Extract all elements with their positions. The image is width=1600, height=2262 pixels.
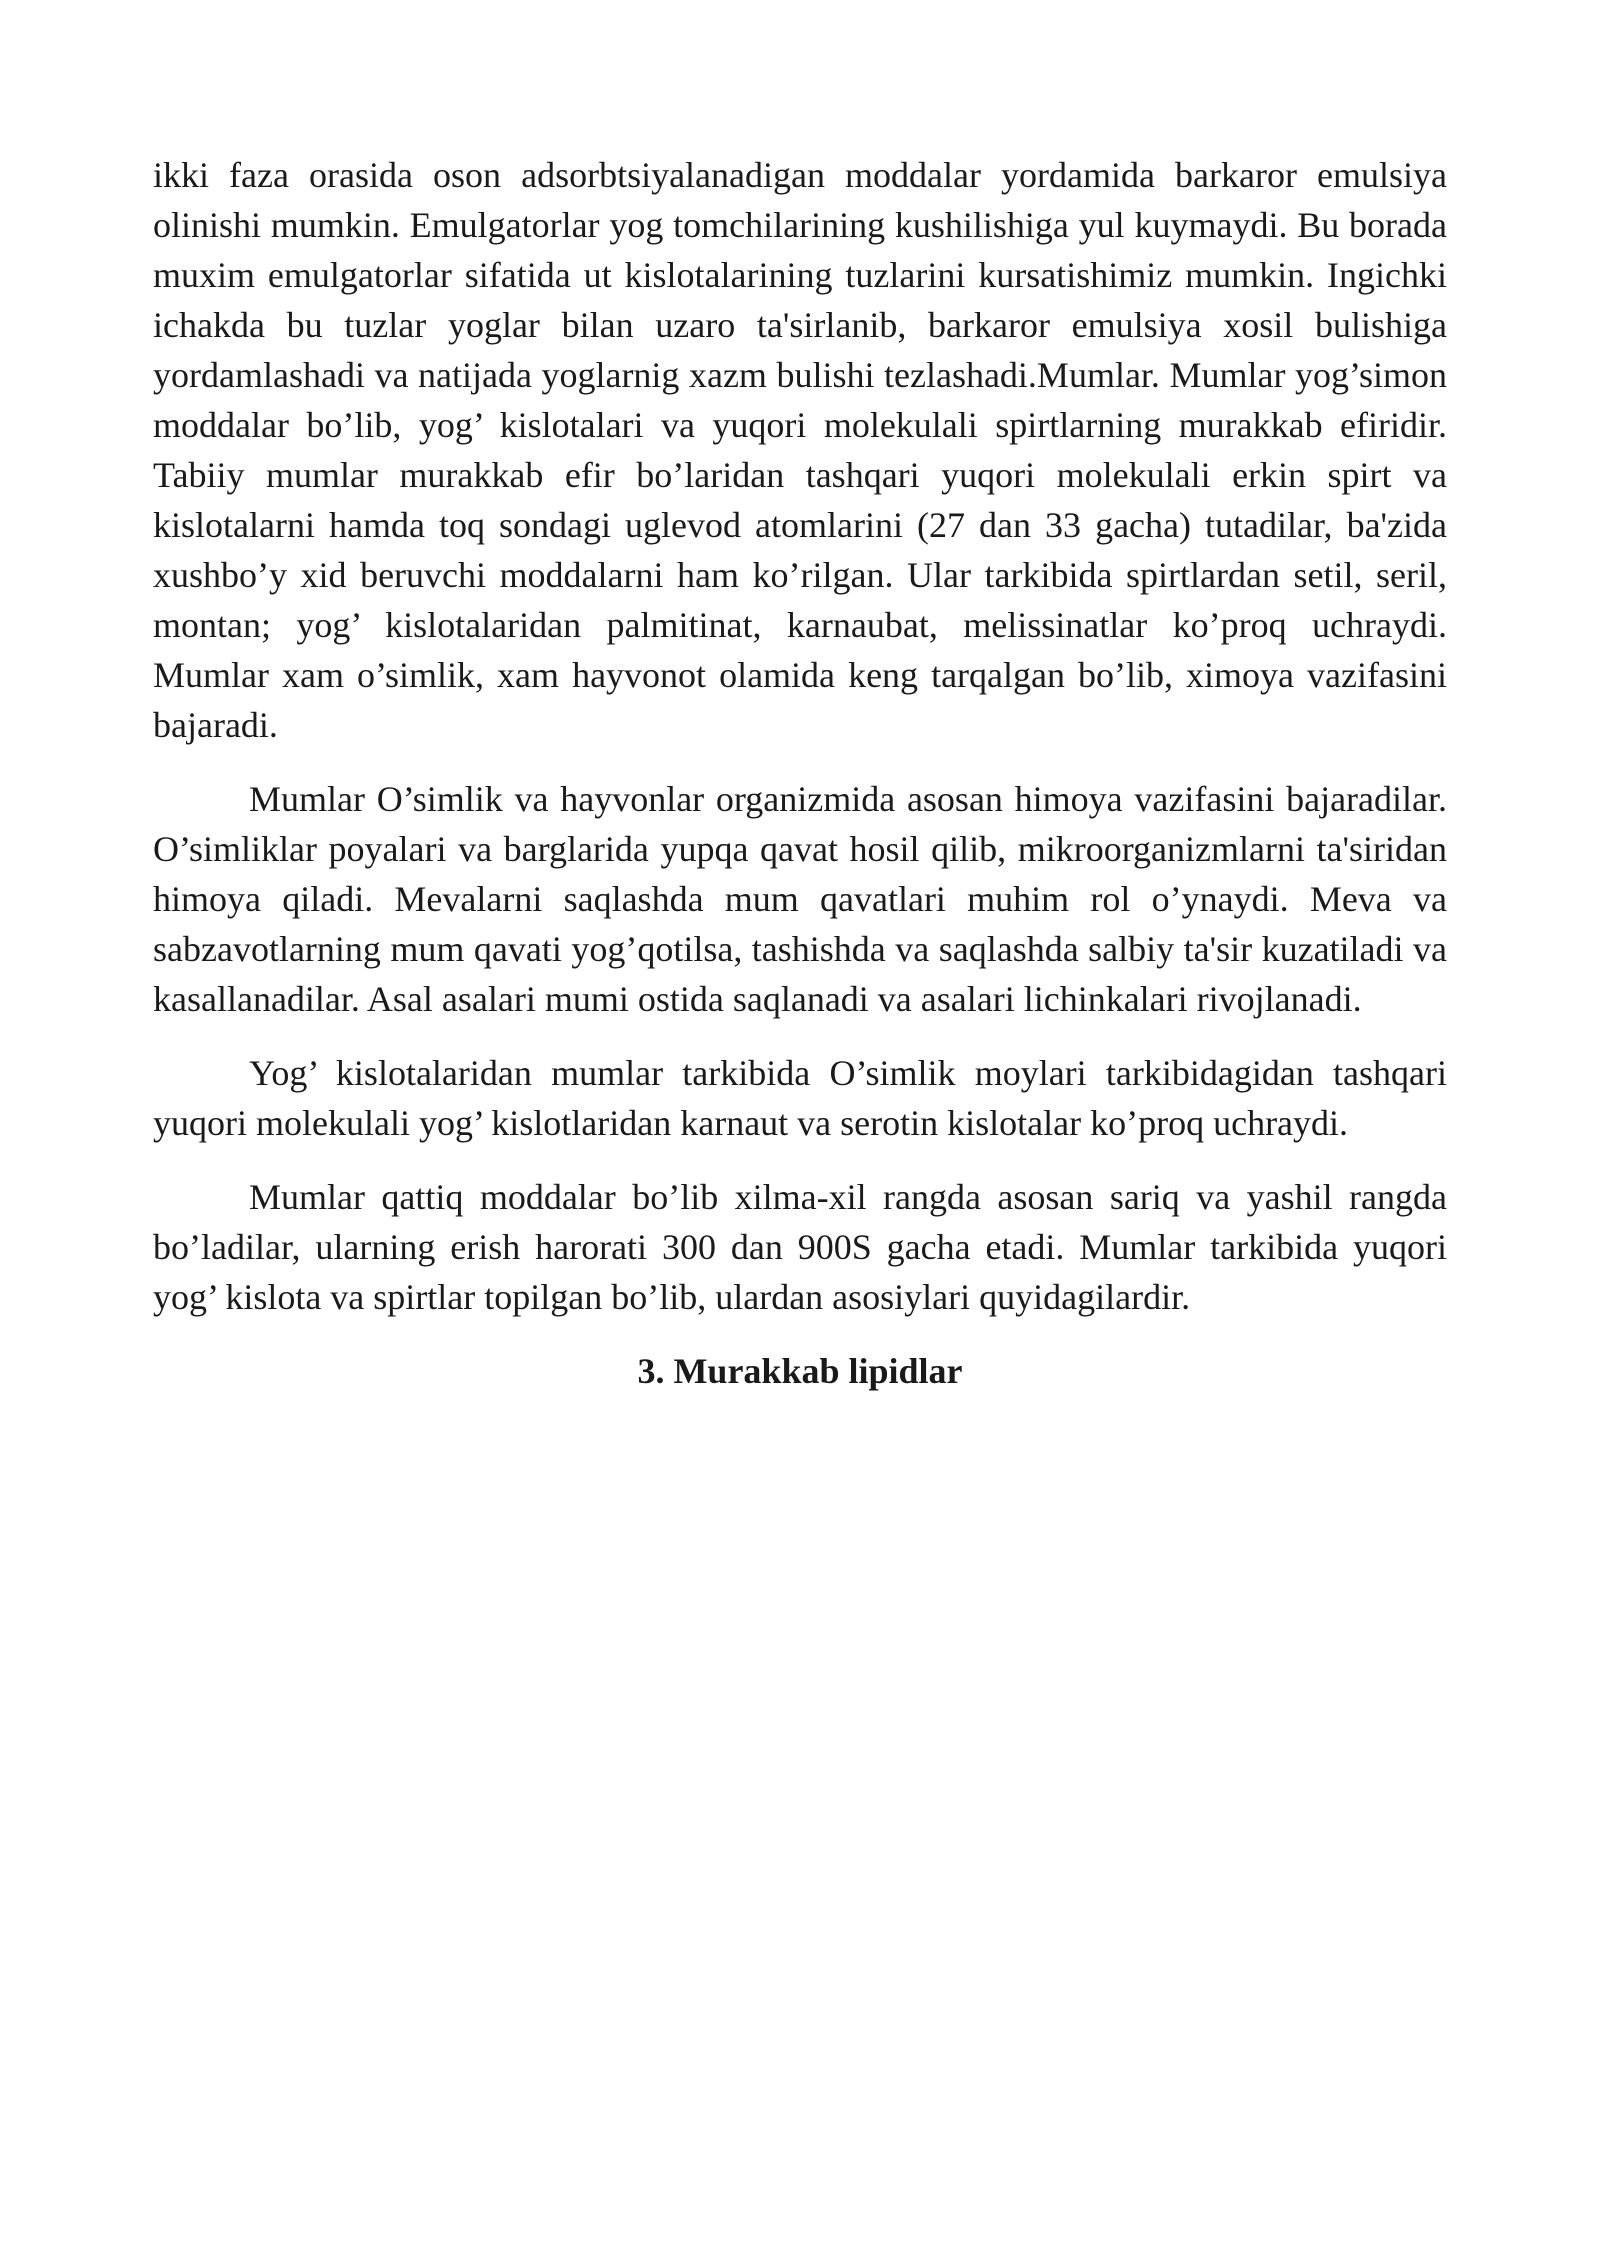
paragraph-wax-fatty-acids: Yog’ kislotalaridan mumlar tarkibida O’simlik moylari tarkibidagidan tashqari yuqori molekulali yog’ kislotlaridan karnaut va serotin kislotalar ko’proq uchraydi.	[153, 1053, 1447, 1143]
paragraph-wax-properties: Mumlar qattiq moddalar bo’lib xilma-xil rangda asosan sariq va yashil rangda bo’ladilar, ularning erish harorati 300 dan 900S gacha etadi. Mumlar tarkibida yuqori yog’ kislota va spirtlar topilgan bo’lib, ulardan asosiylari quyidagilardir.	[153, 1177, 1447, 1317]
paragraph-emulsions-waxes: ikki faza orasida oson adsorbtsiyalanadigan moddalar yordamida barkaror emulsiya olinishi mumkin. Emulgatorlar yog tomchilarining kushilishiga yul kuymaydi. Bu borada muxim emulgatorlar sifatida ut kislotalarining tuzlarini kursatishimiz mumkin. Ingichki ichakda bu tuzlar yoglar bilan uzaro ta'sirlanib, barkaror emulsiya xosil bulishiga yordamlashadi va natijada yoglarnig xazm bulishi tezlashadi.Mumlar. Mumlar yog’simon moddalar bo’lib, yog’ kislotalari va yuqori molekulali spirtlarning murakkab efiridir. Tabiiy mumlar murakkab efir bo’laridan tashqari yuqori molekulali erkin spirt va kislotalarni hamda toq sondagi uglevod atomlarini (27 dan 33 gacha) tutadilar, ba'zida xushbo’y xid beruvchi moddalarni ham ko’rilgan. Ular tarkibida spirtlardan setil, seril, montan; yog’ kislotalaridan palmitinat, karnaubat, melissinatlar ko’proq uchraydi. Mumlar xam o’simlik, xam hayvonot olamida keng tarqalgan bo’lib, ximoya vazifasini bajaradi.	[153, 155, 1447, 745]
paragraph-wax-protection: Mumlar O’simlik va hayvonlar organizmida asosan himoya vazifasini bajaradilar. O’simliklar poyalari va barglarida yupqa qavat hosil qilib, mikroorganizmlarni ta'siridan himoya qiladi. Mevalarni saqlashda mum qavatlari muhim rol o’ynaydi. Meva va sabzavotlarning mum qavati yog’qotilsa, tashishda va saqlashda salbiy ta'sir kuzatiladi va kasallanadilar. Asal asalari mumi ostida saqlanadi va asalari lichinkalari rivojlanadi.	[153, 779, 1447, 1019]
document-page	[153, 150, 1447, 1396]
section-heading: 3. Murakkab lipidlar	[637, 1351, 963, 1391]
